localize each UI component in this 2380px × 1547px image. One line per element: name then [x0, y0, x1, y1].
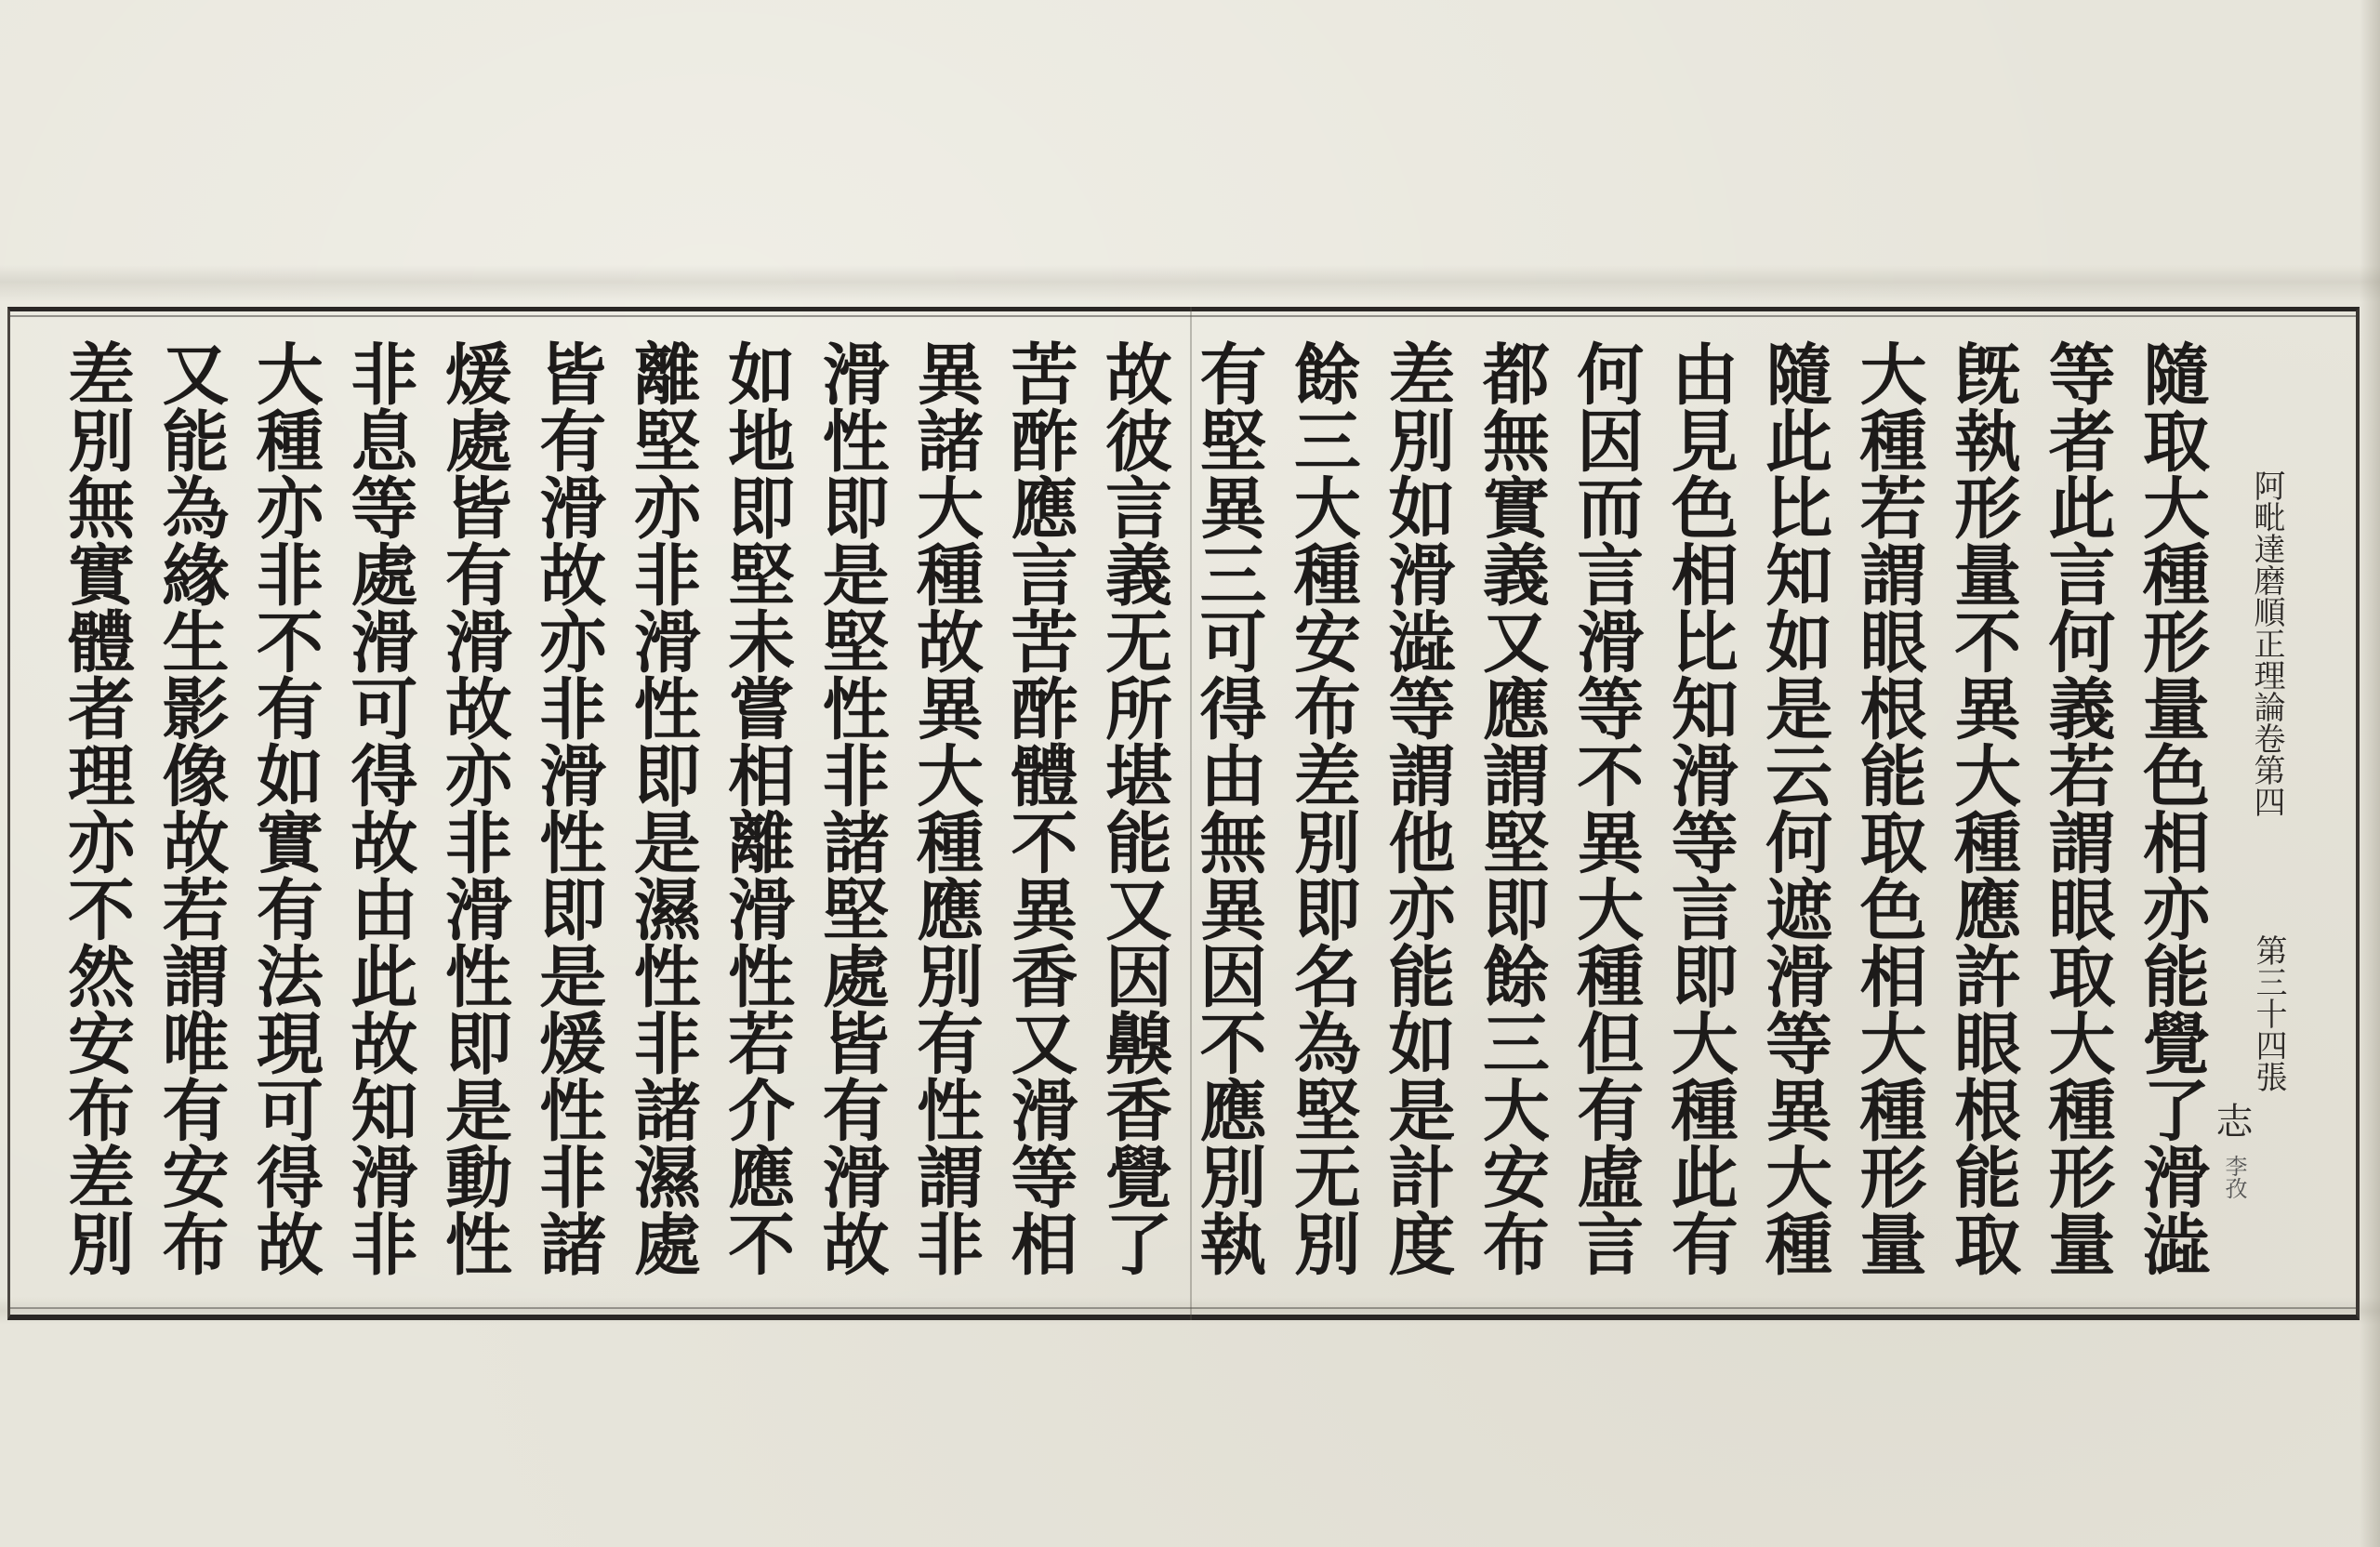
frame-inner-top-rule [10, 315, 2356, 317]
text-column [1373, 339, 1459, 1297]
page-fold-top [0, 265, 2380, 302]
page-number: 第三十四張 [2250, 934, 2287, 1092]
text-column [147, 339, 232, 1297]
text-column [2034, 339, 2120, 1297]
sutra-title-header [2248, 469, 2285, 817]
text-column [430, 339, 516, 1297]
column-text: 離堅亦非滑性即是濕性非諸濕處 [622, 339, 702, 1276]
column-text: 餘三大種安布差別即名為堅无別 [1282, 339, 1362, 1276]
text-column [1751, 339, 1836, 1297]
carver-name-header [2215, 1155, 2253, 1199]
column-text: 又能為緣生影像故若謂唯有安布 [151, 339, 231, 1276]
text-column [2128, 339, 2214, 1297]
column-text: 隨此比知如是云何遮滑等異大種 [1754, 339, 1834, 1276]
text-column [1468, 339, 1554, 1297]
frame-inner-bottom-rule [10, 1307, 2356, 1309]
column-text: 大種若謂眼根能取色相大種形量 [1848, 339, 1928, 1276]
column-text: 差別如滑澁等謂他亦能如是計度 [1377, 339, 1457, 1276]
text-column [336, 339, 421, 1297]
text-column [1184, 339, 1270, 1297]
page-number-header [2250, 934, 2287, 1092]
column-text: 如地即堅未嘗相離滑性若介應不 [717, 339, 797, 1276]
column-text: 都無實義又應謂堅即餘三大安布 [1471, 339, 1551, 1276]
text-column [902, 339, 987, 1297]
column-text: 異諸大種故異大種應別有性謂非 [906, 339, 985, 1276]
column-text: 皆有滑故亦非滑性即是煖性非諸 [528, 339, 608, 1276]
column-text: 煖處皆有滑故亦非滑性即是動性 [433, 339, 513, 1276]
column-text: 隨取大種形量色相亦能覺了滑澁 [2132, 339, 2211, 1276]
column-text: 有堅異三可得由無異因不應別執 [1188, 339, 1268, 1276]
column-text: 苦酢應言苦酢體不異香又滑等相 [999, 339, 1079, 1276]
text-column [1657, 339, 1742, 1297]
text-column [713, 339, 799, 1297]
sutra-title: 阿毗達磨順正理論卷第四 [2248, 469, 2285, 817]
text-column [997, 339, 1082, 1297]
carver-mark: 志 [2210, 1102, 2253, 1139]
text-column [1091, 339, 1176, 1297]
column-text: 由見色相比知滑等言即大種此有 [1659, 339, 1739, 1276]
text-column [619, 339, 705, 1297]
page-edge-shadow [2360, 0, 2380, 1547]
text-column [1939, 339, 2025, 1297]
column-text: 非息等處滑可得故由此故知滑非 [339, 339, 419, 1276]
text-column [1562, 339, 1647, 1297]
column-text: 大種亦非不有如實有法現可得故 [245, 339, 324, 1276]
text-column [53, 339, 139, 1297]
carver-mark-header [2210, 1102, 2253, 1139]
column-text: 等者此言何義若謂眼取大種形量 [2037, 339, 2117, 1276]
carver-name: 李孜 [2221, 1155, 2247, 1199]
text-column [1279, 339, 1365, 1297]
text-column [524, 339, 610, 1297]
column-text: 差別無實體者理亦不然安布差別 [57, 339, 136, 1276]
column-text: 故彼言義无所堪能又因齅香覺了 [1094, 339, 1173, 1276]
text-column [808, 339, 893, 1297]
column-text: 旣執形量不異大種應許眼根能取 [1943, 339, 2023, 1276]
column-text: 何因而言滑等不異大種但有虛言 [1566, 339, 1646, 1276]
column-text: 滑性即是堅性非諸堅處皆有滑故 [811, 339, 891, 1276]
text-column [242, 339, 327, 1297]
text-column [1845, 339, 1931, 1297]
